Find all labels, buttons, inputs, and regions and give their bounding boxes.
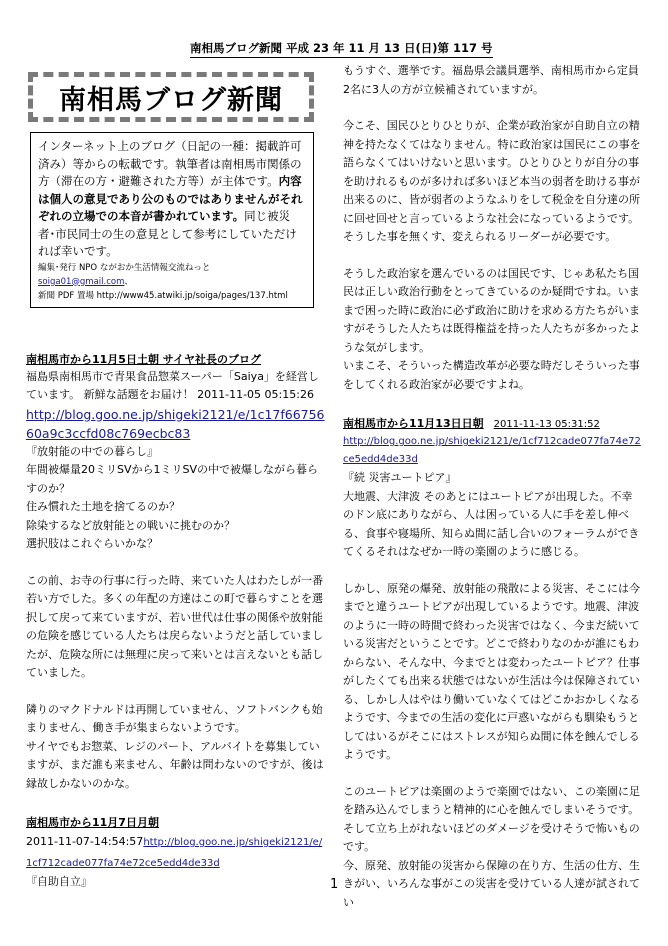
intro-box <box>30 132 314 308</box>
spacer <box>343 247 643 265</box>
article1-line: 除染するなど放射能との戦いに挑むのか？ <box>26 518 235 532</box>
article1-line: 住み慣れた土地を捨てるのか？ <box>26 500 180 513</box>
article3-paragraph: 大地震、大津波 そのあとにはユートピアが出現した。不幸のドン底にありながら、人は困っている人に手を差し伸べる、食事や寝場所、知らぬ間に話し合いのフォーラムができてくるそれはなぜか一時の楽園のように感じる。 <box>343 489 640 558</box>
spacer <box>343 562 643 580</box>
right-paragraph: もうすぐ、選挙です。福島県会議員選挙、南相馬市から定員2名に3人の方が立候補されていますが。 <box>343 64 639 96</box>
article1-paragraph: 隣りのマクドナルドは再開していません、ソフトバンクも始まりません、働き手が集まらないようです。 <box>26 702 323 734</box>
right-paragraph: そうした事を無くす、変えられるリーダーが必要です。 <box>343 230 617 243</box>
article1-line: 選択肢はこれぐらいかな？ <box>26 537 158 550</box>
article1-title: 南相馬市から11月5日土朝 サイヤ社長のブログ <box>26 352 262 366</box>
editor-sep: 、 <box>124 276 133 287</box>
article2-title: 南相馬市から11月7日月朝 <box>26 816 159 829</box>
article1-paragraph: サイヤでもお惣菜、レジのパート、アルバイトを募集していますが、まだ誰も来ません、年齢は問わないのですが、後は縁故しかないのかな。 <box>26 739 324 790</box>
article2-link-line <box>26 831 326 873</box>
spacer <box>343 99 643 117</box>
article1-url-link[interactable]: http://blog.goo.ne.jp/shigeki2121/e/1c17f6675660a9c3ccfd08c769ecbc83 <box>26 406 325 441</box>
intro-text-tail: 同じ被災者･市民同士の生の意見として参考にしていただければ幸いです。 <box>38 209 297 258</box>
right-column <box>343 62 643 909</box>
editor-label: 編集･発行 NPO ながおか生活情報交流ねっと <box>38 262 211 273</box>
pdf-url[interactable]: http://www45.atwiki.jp/soiga/pages/137.html <box>96 290 288 301</box>
article1-line: 『放射能の中での暮らし』 <box>26 444 158 458</box>
right-paragraph: いまこそ、そういった構造改革が必要な時だしそういった事をしてくれる政治家が必要ですよね。 <box>343 359 640 391</box>
article3-timestamp: 2011-11-13 05:31:52 <box>493 419 600 430</box>
right-paragraph: そうした政治家を選んでいるのは国民です、じゃあ私たち国民は正しい政治行動をとってきているのか疑問ですね。いままで困った時に政治に必ず政治に助けを求める方たちがいますがそうした人たちは既得権益を持った人たちが多かったような気がします。 <box>343 266 640 354</box>
article1-line: 年間被爆量20ミリSVから1ミリSVの中で被爆しながら暮らすのか？ <box>26 463 319 495</box>
spacer <box>26 683 326 701</box>
editor-email-link[interactable]: soiga01@gmail.com <box>38 276 125 287</box>
intro-disclaimer: 内容は個人の意見であり公のものではありませんがそれぞれの立場での本音が書かれています。 <box>38 174 303 223</box>
pdf-line <box>38 289 306 303</box>
article3-heading: 『続 災害ユートピア』 <box>343 471 457 484</box>
page-number: 1 <box>330 877 339 892</box>
article1-intro: 福島県南相馬市で青果食品惣菜スーパー「Saiya」を経営しています。 新鮮な話題をお届け！ 2011-11-05 05:15:26 <box>26 369 319 401</box>
article3-paragraph: しかし、原発の爆発、放射能の飛散による災害、そこには今までと違うユートピアが出現しているようです。地震、津波のように一時の時間で終わった災害ではなく、今まだ続いている災害だということです。どこで終わりなのかが誰にもわからない、そんな中、今までとは変わったユートピア？仕事がしたくても出来る状態ではないが生活は今は保障されている、しかし人はやはり働いていなくてはどこかおかしくなるようです、今までの生活の変化に戸惑いながらも馴染もうとしてはいるがそこにはストレスが知らぬ間に体を蝕んでしるようです。 <box>343 581 640 761</box>
article3-url-link[interactable]: http://blog.goo.ne.jp/shigeki2121/e/1cf712cade077fa74e72ce5edd4de33d <box>343 436 641 465</box>
pdf-label: 新聞 PDF 置場 <box>38 290 97 301</box>
article3-title <box>343 416 643 433</box>
newspaper-header: 南相馬ブログ新聞 平成 23 年 11 月 13 日(日)第 117 号 <box>190 40 493 58</box>
article3-paragraph: このユートピアは楽園のようで楽園ではない、この楽園に足を踏み込んでしまうと精神的に心を蝕んでしまいそうです。そして立ち上がれないほどのダメージを受けそうで怖いものです。 <box>343 784 640 853</box>
article2-heading: 『自助自立』 <box>26 875 92 888</box>
article3-title-text: 南相馬市から11月13日日朝 <box>343 417 484 430</box>
right-paragraph: 今こそ、国民ひとりひとりが、企業が政治家が自助自立の精神を持たなくてはなりません。特に政治家は国民にこの事を語らなくてはいけないと思います。ひとりひとりが自分の事を助けれるものが多ければ多いほど本当の弱者を助ける事が出来るのに、皆が弱者のようなふりをして税金を自分達の所に回せ回せと言っているような社会になっているようです。 <box>343 119 641 225</box>
spacer <box>343 765 643 783</box>
left-column <box>26 62 326 892</box>
article2-url-link[interactable]: http://blog.goo.ne.jp/shigeki2121/e/1cf712cade077fa74e72ce5edd4de33d <box>26 837 323 869</box>
spacer <box>26 554 326 572</box>
masthead <box>28 72 314 122</box>
masthead-title: 南相馬ブログ新聞 <box>59 84 283 116</box>
article3-paragraph: 今、原発、放射能の災害から保障の在り方、生活の仕方、生きがい、いろんな事がこの災害を受けている人達が試されてい <box>343 858 640 909</box>
article1-paragraph: この前、お寺の行事に行った時、来ていた人はわたしが一番若い方でした。多くの年配の方達はこの町で暮らすことを選択して戻って来ていますが、若い世代は仕事の関係や放射能の危険を感じている人たちは戻らないようだと話していましたが、危険な所には無理に戻って来いとは言えないとも話していました。 <box>26 573 323 679</box>
intro-text: インターネット上のブログ（日記の一種：掲載許可済み）等からの転載です。執筆者は南相馬市関係の方（滞在の方・避難された方等）が主体です。 <box>38 139 302 188</box>
article2-timestamp: 2011-11-07-14:54:57 <box>26 835 144 848</box>
editor-line <box>38 261 306 289</box>
